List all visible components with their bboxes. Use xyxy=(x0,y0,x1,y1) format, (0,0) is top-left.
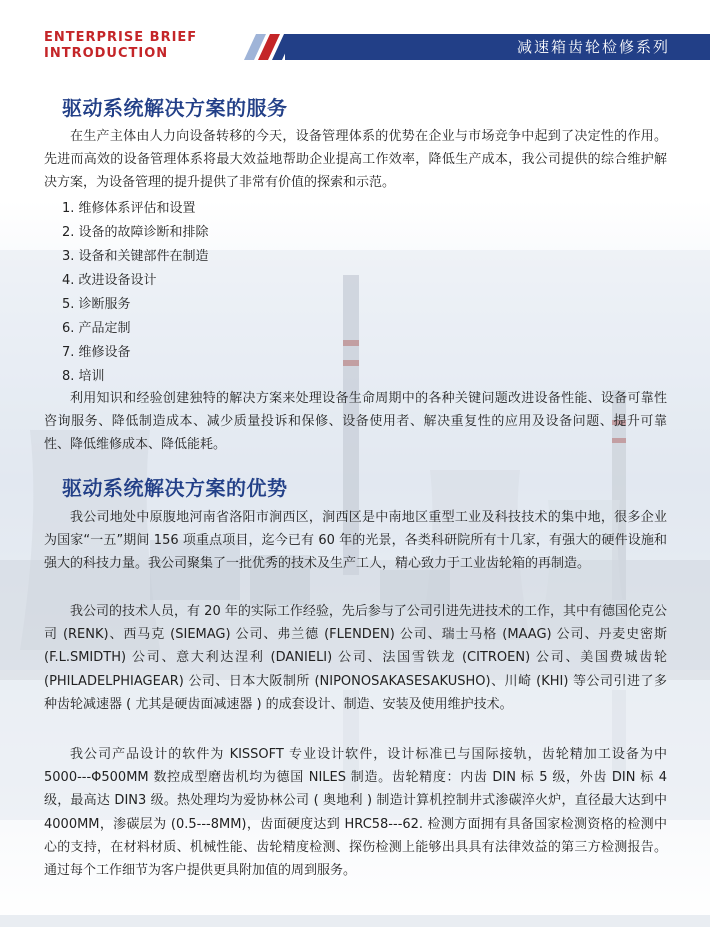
advantages-paragraph-3: 我公司产品设计的软件为 KISSOFT 专业设计软件，设计标准已与国际接轨，齿轮精加工设备为中 5000---Φ500MM 数控成型磨齿机均为德国 NILES 制造。齿轮精度：内齿 DIN 标 5 级，外齿 DIN 标 4 级，最高达 DIN3 级。热处理均为爱协林公司 ( 奥地利 ) 制造计算机控制井式渗碳淬火炉，直径最大达到中 4000MM，渗碳层为 (0.5---8MM)，齿面硬度达到 HRC58---62. 检测方面拥有具备国家检测资格的检测中心的支持，在材料材质、机械性能、齿轮精度检测、探伤检测上能够出具具有法律效益的第三方检测报告。通过每个工作细节为客户提供更具附加值的周到服务。 xyxy=(44,747,667,879)
list-item: 3. 设备和关键部件在制造 xyxy=(62,249,209,264)
services-intro-paragraph: 在生产主体由人力向设备转移的今天，设备管理体系的优势在企业与市场竞争中起到了决定性的作用。先进而高效的设备管理体系将最大效益地帮助企业提高工作效率，降低生产成本，我公司提供的综合维护解决方案，为设备管理的提升提供了非常有价值的探索和示范。 xyxy=(44,129,667,191)
list-item: 8. 培训 xyxy=(62,369,105,384)
brand-line-1: ENTERPRISE BRIEF xyxy=(44,30,198,45)
list-item: 2. 设备的故障诊断和排除 xyxy=(62,225,209,240)
advantages-paragraph-1: 我公司地处中原腹地河南省洛阳市涧西区，涧西区是中南地区重型工业及科技技术的集中地，很多企业为国家“一五”期间 156 项重点项目，迄今已有 60 年的光景，各类科研院所有十几家，有强大的硬件设施和强大的科技力量。我公司聚集了一批优秀的技术及生产工人，精心致力于工业齿轮箱的再制造。 xyxy=(44,510,667,572)
section-title-services: 驱动系统解决方案的服务 xyxy=(62,96,288,120)
brand-line-2: INTRODUCTION xyxy=(44,46,169,61)
list-item: 6. 产品定制 xyxy=(62,321,131,336)
list-item: 5. 诊断服务 xyxy=(62,297,131,312)
advantages-paragraph-2: 我公司的技术人员，有 20 年的实际工作经验，先后参与了公司引进先进技术的工作，其中有德国伦克公司 (RENK)、西马克 (SIEMAG) 公司、弗兰德 (FLENDEN) 公司、瑞士马格 (MAAG) 公司、丹麦史密斯 (F.L.SMIDTH) 公司、意大利达涅利 (DANIELI) 公司、法国雪铁龙 (CITROEN) 公司、美国费城齿轮 (PHILADELPHIAGEAR) 公司、日本大阪制所 (NIPONOSAKASESAKUSHO)、川崎 (KHI) 等公司引进了多种齿轮减速器 ( 尤其是硬齿面减速器 ) 的成套设计、制造、安装及使用维护技术。 xyxy=(44,604,667,712)
brand-label xyxy=(44,30,197,62)
list-item: 1. 维修体系评估和设置 xyxy=(62,201,196,216)
services-closing-paragraph: 利用知识和经验创建独特的解决方案来处理设备生命周期中的各种关键问题改进设备性能、设备可靠性咨询服务、降低制造成本、减少质量投诉和保修、设备使用者、解决重复性的应用及设备问题、提升可靠性、降低维修成本、降低能耗。 xyxy=(44,391,667,453)
services-list xyxy=(62,197,209,389)
header-bar xyxy=(285,34,710,60)
series-title: 减速箱齿轮检修系列 xyxy=(516,38,670,56)
section-title-advantages: 驱动系统解决方案的优势 xyxy=(62,476,288,500)
list-item: 4. 改进设备设计 xyxy=(62,273,157,288)
list-item: 7. 维修设备 xyxy=(62,345,131,360)
